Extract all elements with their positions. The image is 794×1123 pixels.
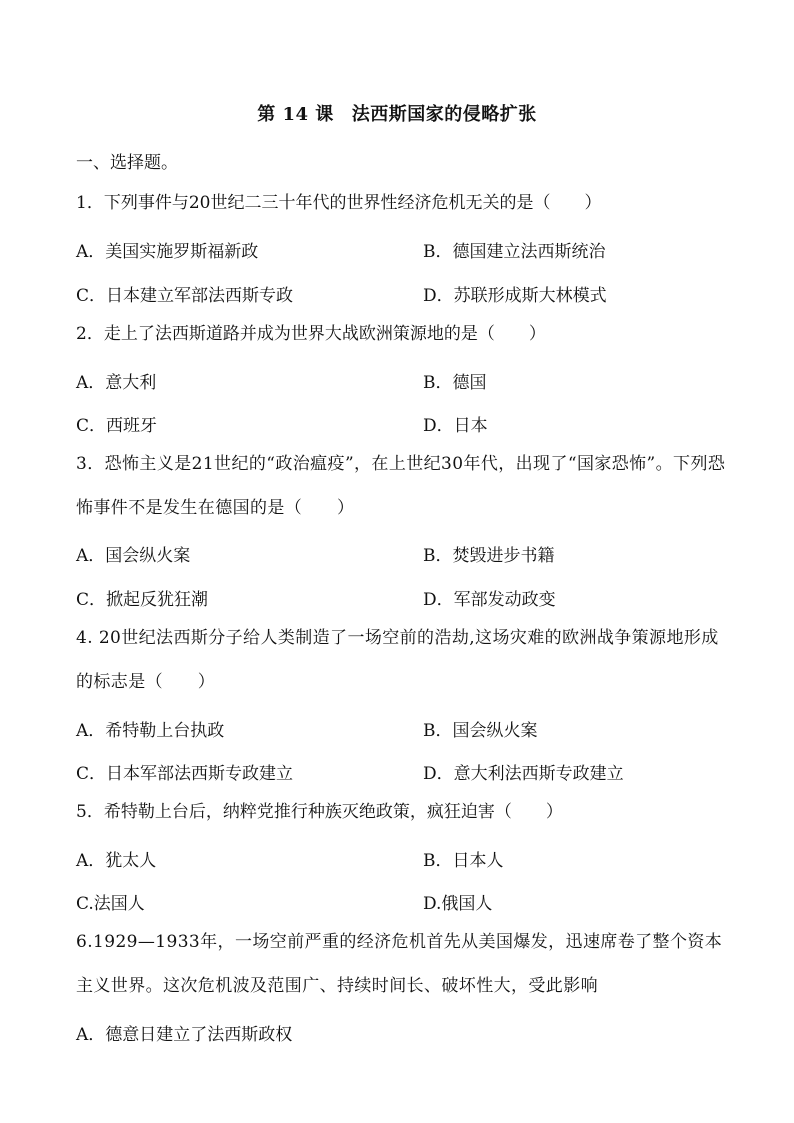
- option-d: D．苏联形成斯大林模式: [423, 286, 607, 306]
- section-heading: 一、选择题。: [76, 153, 178, 173]
- option-d: D．日本: [423, 416, 488, 436]
- option-b: B．德国建立法西斯统治: [423, 242, 606, 262]
- question-stem: 3．恐怖主义是21世纪的“政治瘟疫”，在上世纪30年代，出现了“国家恐怖”。下列恐怖事件不是发生在德国的是（ ）: [76, 454, 726, 518]
- question-stem: 4. 20世纪法西斯分子给人类制造了一场空前的浩劫,这场灾难的欧洲战争策源地形成的标志是（ ）: [76, 628, 719, 692]
- option-a: A．犹太人: [76, 851, 157, 871]
- option-a: A．国会纵火案: [76, 546, 191, 566]
- option-d: D.俄国人: [423, 894, 493, 914]
- option-a: A．德意日建立了法西斯政权: [76, 1025, 293, 1045]
- lesson-number: 第 14 课: [257, 104, 334, 125]
- option-c: C．掀起反犹狂潮: [76, 590, 209, 610]
- question-stem: 1．下列事件与20世纪二三十年代的世界性经济危机无关的是（ ）: [76, 193, 602, 213]
- lesson-topic: 法西斯国家的侵略扩张: [351, 104, 537, 125]
- option-b: B．焚毁进步书籍: [423, 546, 555, 566]
- option-a: A．希特勒上台执政: [76, 721, 225, 741]
- option-d: D．意大利法西斯专政建立: [423, 764, 624, 784]
- option-c: C.法国人: [76, 894, 145, 914]
- question-stem: 2．走上了法西斯道路并成为世界大战欧洲策源地的是（ ）: [76, 324, 546, 344]
- option-c: C．日本军部法西斯专政建立: [76, 764, 294, 784]
- option-c: C．日本建立军部法西斯专政: [76, 286, 294, 306]
- option-a: A．意大利: [76, 373, 157, 393]
- option-b: B．德国: [423, 373, 487, 393]
- page-title: [0, 100, 794, 126]
- option-c: C．西班牙: [76, 416, 158, 436]
- question-stem: 6.1929—1933年，一场空前严重的经济危机首先从美国爆发，迅速席卷了整个资本主义世界。这次危机波及范围广、持续时间长、破坏性大，受此影响: [76, 932, 723, 996]
- question-stem: 5．希特勒上台后，纳粹党推行种族灭绝政策，疯狂迫害（ ）: [76, 802, 563, 822]
- option-b: B．国会纵火案: [423, 721, 538, 741]
- option-d: D．军部发动政变: [423, 590, 556, 610]
- option-a: A．美国实施罗斯福新政: [76, 242, 259, 262]
- option-b: B．日本人: [423, 851, 504, 871]
